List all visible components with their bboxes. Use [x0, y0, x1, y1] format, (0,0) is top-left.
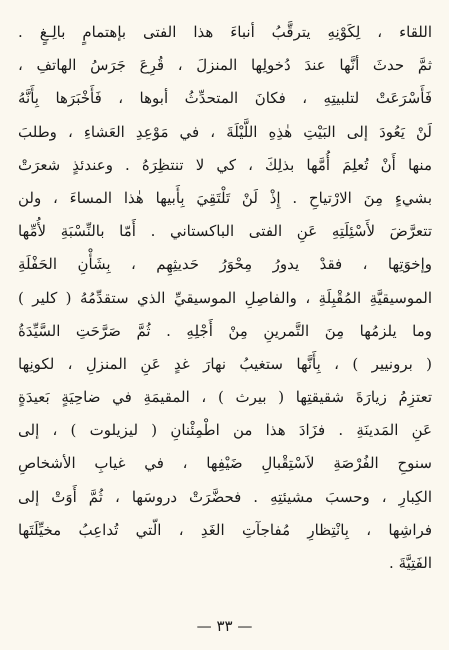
- text-line-17: الفَتِيَّةَ .: [389, 554, 432, 572]
- text-line-6: بشيءٍ مِنَ الارْتياحِ . إِذْ لَنْ تَلْتَقِيَ بِأَبيها هٰذا المساءَ ، ولن: [18, 188, 432, 207]
- text-line-11: ( برونيير ) ، بِأَنَّها ستغيبُ نهارَ غدٍ عَنِ المنزلِ ، لكونِها: [18, 354, 432, 373]
- text-line-5: منها أَنْ تُعلِمَ أُمَّها بذلِكَ ، كي لا تنتظِرَهُ . وعندئذٍ شعرَتْ: [18, 155, 432, 174]
- text-line-2: ثمَّ حدثَ أنَّها عندَ دُخولِها المنزلَ ، قُرِعَ جَرَسُ الهاتفِ ،: [18, 56, 432, 75]
- text-line-16: فراشِها ، بِانْتِظارِ مُفاجآتِ الغَدِ ، الّتي تُداعِبُ مخيِّلَتَها: [18, 520, 432, 539]
- text-line-15: الكِبارِ ، وحسبَ مشيئتِهِ . فحضَّرَتْ دروسَها ، ثُمَّ أَوَتْ إلى: [18, 487, 432, 506]
- text-line-8: وإخوَتِها ، فقدْ يدورُ مِحْوَرُ حَديثِهِم ، بِشَأْنِ الحَفْلَةِ: [18, 255, 432, 274]
- text-line-13: عَنِ المَدينَةِ . فزَادَ هذا من اطْمِئْنانِ ( ليزيلوت ) ، إلى: [18, 421, 432, 440]
- text-line-3: فَأَسْرَعَتْ لتلبيتِهِ ، فكانَ المتحدِّثُ أبوها ، فَأَخْبَرَها بِأَنَّهُ: [18, 89, 432, 108]
- text-line-14: سنوحِ الفُرْصَةِ لاَسْتِقْبالِ ضَيْفِها ، في غيابِ الأشخاصِ: [18, 454, 432, 473]
- text-line-12: تعتزِمُ زيارَةَ شقيقتِها ( بيرث ) ، المقيمَةِ في ضاحِيَةٍ بَعيدَةٍ: [18, 388, 432, 407]
- text-line-10: وما يلزمُها مِنَ التَّمرينِ مِنْ أَجْلِهِ . ثُمَّ صَرَّحَتِ السَّيِّدَةُ: [18, 321, 432, 340]
- text-line-4: لَنْ يَعُودَ إلى البَيْتِ هٰذِهِ اللَّيْلَةَ ، في مَوْعِدِ العَشاءِ ، وطلبَ: [18, 122, 432, 141]
- paragraph-text: [18, 16, 432, 580]
- text-line-9: الموسيقيَّةِ المُقْبِلَةِ ، والفاصِلِ الموسيقيِّ الذي ستقدِّمُهُ ( كلير ): [18, 288, 432, 307]
- text-line-1: اللقاء ، لِكَوْنِهِ يترقَّبُ أنباءَ هذا الفتى بإهتمامٍ بالِـغٍ .: [18, 23, 432, 41]
- page-number: — ٣٣ —: [196, 617, 253, 635]
- text-line-7: تتعرَّضَ لأَسْئِلَتِهِ عَنِ الفتى الباكستاني . أَمّا بالنِّسْبَةِ لأُمِّها: [18, 222, 432, 241]
